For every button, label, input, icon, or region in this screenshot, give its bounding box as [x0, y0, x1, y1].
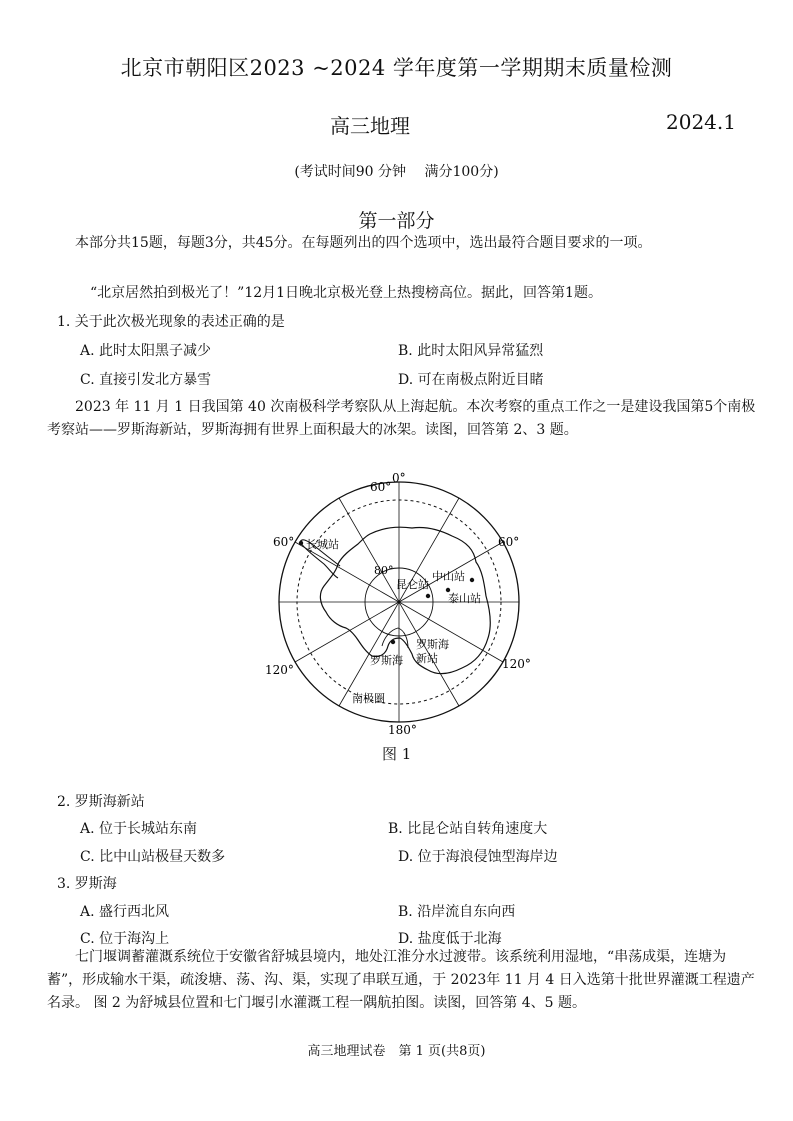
great-wall-station-dot — [299, 541, 303, 545]
lon-60-left-label: 60° — [273, 535, 295, 549]
meridian-lines — [279, 482, 519, 722]
kunlun-station-dot — [426, 594, 430, 598]
taishan-station-label: 泰山站 — [448, 592, 481, 605]
lead-questions-2-3: 2023 年 11 月 1 日我国第 40 次南极科学考察队从上海起航。本次考察的重点工作之一是建设我国第5个南极考察站——罗斯海新站，罗斯海拥有世界上面积最大的冰架。读图，回答第 2、3 题。 — [47, 399, 756, 438]
ross-new-station-label-1: 罗斯海 — [416, 638, 449, 651]
lon-60-top-label: 60° — [370, 480, 392, 494]
q3-option-b: B. 沿岸流自东向西 — [398, 904, 516, 920]
ross-sea-new-station-dot — [391, 640, 395, 644]
exam-title: 北京市朝阳区2023 ~2024 学年度第一学期期末质量检测 — [120, 56, 673, 80]
q2-option-d: D. 位于海浪侵蚀型海岸边 — [398, 849, 558, 865]
antarctica-map — [262, 470, 542, 740]
q1-option-a: A. 此时太阳黑子减少 — [80, 343, 212, 359]
subject-label: 高三地理 — [330, 114, 410, 138]
q1-option-c: C. 直接引发北方暴雪 — [80, 372, 212, 388]
lon-120-right-label: 120° — [502, 657, 531, 671]
zhongshan-station-label: 中山站 — [432, 570, 465, 583]
q3-option-c: C. 位于海沟上 — [80, 931, 170, 947]
lon-0-label: 0° — [392, 471, 406, 485]
part-instructions: 本部分共15题，每题3分，共45分。在每题列出的四个选项中，选出最符合题目要求的一项。 — [75, 235, 652, 251]
part-heading: 第一部分 — [358, 210, 435, 232]
lon-60-right-label: 60° — [498, 535, 520, 549]
question-1-stem: 1. 关于此次极光现象的表述正确的是 — [57, 314, 285, 330]
q2-option-c: C. 比中山站极昼天数多 — [80, 849, 226, 865]
exam-info: (考试时间90 分钟 满分100分) — [294, 164, 499, 180]
lead-question-1: “北京居然拍到极光了！”12月1日晚北京极光登上热搜榜高位。据此，回答第1题。 — [90, 285, 602, 301]
q2-option-a: A. 位于长城站东南 — [80, 821, 198, 837]
q1-option-b: B. 此时太阳风异常猛烈 — [398, 343, 544, 359]
q3-option-d: D. 盐度低于北海 — [398, 931, 502, 947]
q3-option-a: A. 盛行西北风 — [80, 904, 170, 920]
antarctic-circle-label: 南极圈 — [352, 692, 385, 705]
q2-option-b: B. 比昆仑站自转角速度大 — [388, 821, 548, 837]
lat-80-label: 80° — [374, 564, 394, 577]
zhongshan-station-dot — [470, 578, 474, 582]
question-2-stem: 2. 罗斯海新站 — [57, 794, 145, 810]
question-3-stem: 3. 罗斯海 — [57, 876, 117, 892]
q1-option-d: D. 可在南极点附近目睹 — [398, 372, 544, 388]
great-wall-station-label: 长城站 — [306, 538, 339, 551]
figure-1-caption: 图 1 — [382, 745, 412, 763]
exam-date: 2024.1 — [666, 110, 736, 134]
ross-new-station-label-2: 新站 — [416, 652, 438, 665]
kunlun-station-label: 昆仑站 — [396, 578, 429, 591]
page-footer: 高三地理试卷 第 1 页(共8页) — [307, 1044, 486, 1059]
lon-180-label: 180° — [388, 723, 417, 737]
lon-120-left-label: 120° — [265, 663, 294, 677]
ross-sea-label: 罗斯海 — [370, 654, 403, 667]
ross-ice-shelf — [382, 628, 408, 648]
lead-questions-4-5: 七门堰调蓄灌溉系统位于安徽省舒城县境内，地处江淮分水过渡带。该系统利用湿地，“串荡成渠，连塘为蓄”，形成输水干渠，疏浚塘、荡、沟、渠，实现了串联互通，于 2023年 11 月 4 日入选第十批世界灌溉工程遗产名录。 图 2 为舒城县位置和七门堰引水灌溉工程一隅航拍图。读图，回答第 4、5 题。 — [47, 949, 755, 1011]
